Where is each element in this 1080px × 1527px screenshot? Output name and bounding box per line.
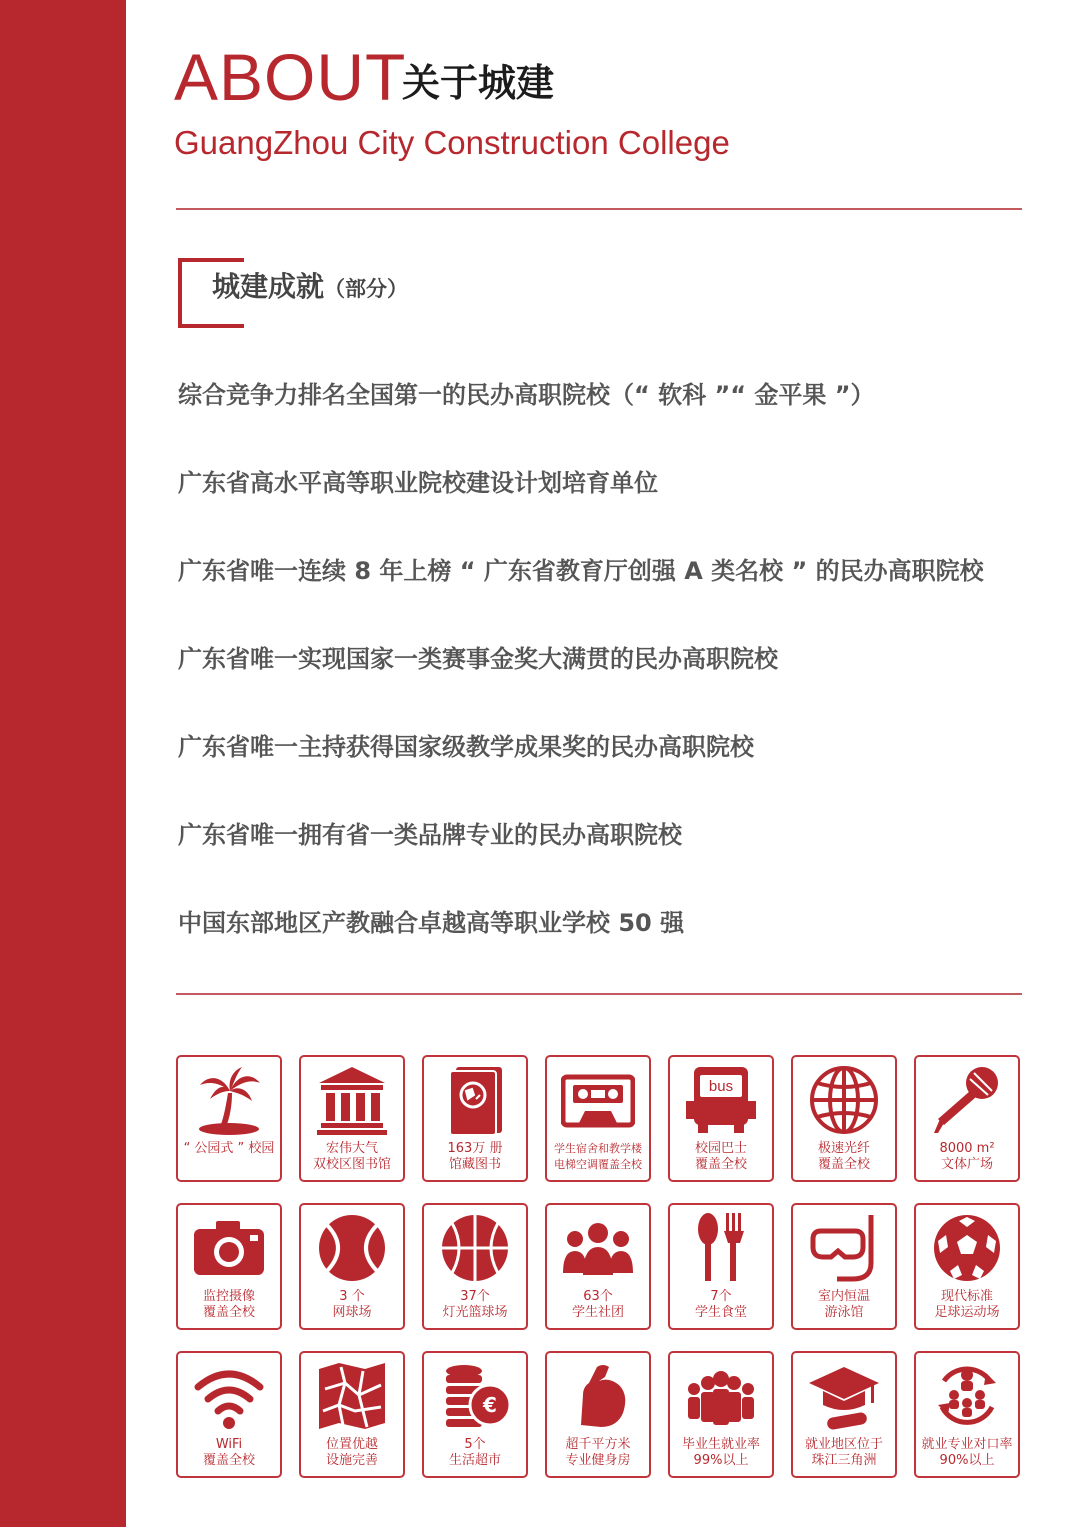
page-title: 关于城建 [402,61,555,105]
feature-caption: 3 个 网球场 [332,1289,372,1320]
top-divider [176,208,1022,210]
feature-tile-bus [668,1055,774,1182]
feature-tile-pool [791,1203,897,1330]
about-heading: ABOUT [174,40,407,114]
flexed-arm-icon [561,1359,635,1433]
spoon-fork-icon [684,1211,758,1285]
people-group-icon [561,1211,635,1285]
soccer-ball-icon [930,1211,1004,1285]
tennis-ball-icon [315,1211,389,1285]
feature-tile-books [422,1055,528,1182]
svg-text:bus: bus [708,1078,734,1095]
section-title-text: 城建成就 [212,270,325,303]
feature-caption: 室内恒温 游泳馆 [817,1289,870,1320]
book-globe-icon [438,1063,512,1137]
feature-tile-fiber [791,1055,897,1182]
section-title [212,270,408,304]
basketball-icon [438,1211,512,1285]
feature-caption: 就业专业对口率 90%以上 [921,1437,1013,1468]
achievement-item: 广东省唯一连续 8 年上榜 “ 广东省教育厅创强 A 类名校 ” 的民办高职院校 [178,557,984,585]
achievement-item: 广东省唯一主持获得国家级教学成果奖的民办高职院校 [178,733,754,761]
coins-euro-icon [438,1359,512,1433]
feature-tile-wifi [176,1351,282,1478]
crowd-icon [684,1359,758,1433]
achievement-item: 广东省唯一实现国家一类赛事金奖大满贯的民办高职院校 [178,645,778,673]
feature-caption: 学生宿舍和教学楼 电梯空调覆盖全校 [554,1142,642,1171]
microphone-icon [930,1063,1004,1137]
map-icon [315,1359,389,1433]
feature-caption: 监控摄像 覆盖全校 [202,1289,255,1320]
feature-caption: 8000 m² 文体广场 [939,1141,995,1172]
feature-caption: 37个 灯光篮球场 [442,1289,508,1320]
feature-caption: 毕业生就业率 99%以上 [681,1437,760,1468]
feature-tile-park-campus [176,1055,282,1182]
achievement-item: 广东省高水平高等职业院校建设计划培育单位 [178,469,658,497]
feature-caption: 位置优越 设施完善 [325,1437,378,1468]
feature-tile-camera [176,1203,282,1330]
feature-tile-football [914,1203,1020,1330]
snorkel-mask-icon [807,1211,881,1285]
feature-tile-dorm [545,1055,651,1182]
feature-caption: 5个 生活超市 [448,1437,501,1468]
feature-caption: 63个 学生社团 [571,1289,624,1320]
feature-tile-gym [545,1351,651,1478]
left-red-band [0,0,126,1527]
section-subtitle: （部分） [324,277,409,301]
feature-tile-tennis [299,1203,405,1330]
achievement-item: 广东省唯一拥有省一类品牌专业的民办高职院校 [178,821,682,849]
bottom-divider [176,993,1022,995]
achievement-item: 中国东部地区产教融合卓越高等职业学校 50 强 [178,909,685,937]
feature-tile-library [299,1055,405,1182]
college-name: GuangZhou City Construction College [174,124,730,161]
feature-caption: 163万 册 馆藏图书 [447,1141,503,1172]
feature-caption: “ 公园式 ” 校园 [183,1141,275,1156]
feature-caption: 极速光纤 覆盖全校 [817,1141,870,1172]
globe-icon [807,1063,881,1137]
feature-tile-match-rate [914,1351,1020,1478]
feature-caption: WiFi 覆盖全校 [202,1437,255,1468]
feature-caption: 就业地区位于 珠江三角洲 [804,1437,883,1468]
feature-tile-location [299,1351,405,1478]
library-building-icon [315,1063,389,1137]
feature-tile-canteen [668,1203,774,1330]
feature-tile-employment [668,1351,774,1478]
feature-caption: 超千平方米 专业健身房 [565,1437,631,1468]
wifi-icon [192,1359,266,1433]
feature-tile-supermarket [422,1351,528,1478]
feature-caption: 7个 学生食堂 [694,1289,747,1320]
feature-tile-clubs [545,1203,651,1330]
feature-caption: 现代标准 足球运动场 [934,1289,1000,1320]
svg-text:€: € [483,1393,497,1417]
feature-caption: 宏伟大气 双校区图书馆 [312,1141,391,1172]
palm-island-icon [192,1063,266,1137]
cassette-icon [561,1063,635,1137]
bus-icon [684,1063,758,1137]
feature-tile-basketball [422,1203,528,1330]
feature-caption: 校园巴士 覆盖全校 [694,1141,747,1172]
employment-cycle-icon [930,1359,1004,1433]
feature-tile-region [791,1351,897,1478]
camera-icon [192,1211,266,1285]
achievement-item: 综合竞争力排名全国第一的民办高职院校（“ 软科 ”“ 金平果 ”） [178,381,875,409]
graduation-cap-icon [807,1359,881,1433]
feature-tile-square [914,1055,1020,1182]
